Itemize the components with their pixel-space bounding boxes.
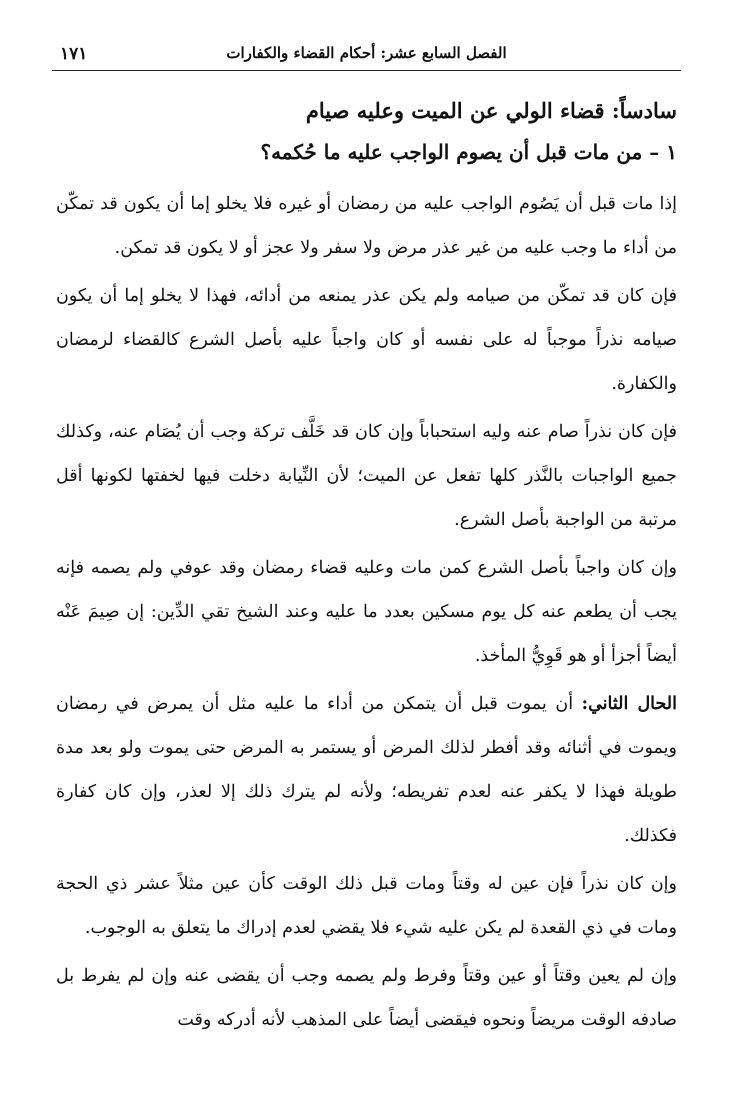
page-number: ١٧١ <box>60 44 88 64</box>
paragraph-7 <box>56 954 677 1042</box>
paragraph-2 <box>56 274 677 406</box>
paragraph-3 <box>56 410 677 542</box>
paragraph-1 <box>56 182 677 270</box>
paragraph-lead: الحال الثاني: <box>581 694 677 714</box>
paragraph-text: أن يموت قبل أن يتمكن من أداء ما عليه مثل أن يمرض في رمضان ويموت في أثنائه وقد أفطر لذلك المرض أو يستمر به المرض حتى يموت ولو بعد مدة طويلة فهذا لا يكفر عنه لعدم تفريطه؛ ولأنه لم يترك ذلك إلا لعذر، وإن كان كفارة فكذلك. <box>56 694 677 846</box>
paragraph-text: فإن كان قد تمكّن من صيامه ولم يكن عذر يمنعه من أدائه، فهذا لا يخلو إما أن يكون صيامه نذراً موجباً له على نفسه أو كان واجباً عليه بأصل الشرع كالقضاء لرمضان والكفارة. <box>56 286 677 394</box>
chapter-header-title: الفصل السابع عشر: أحكام القضاء والكفارات <box>226 44 507 62</box>
running-header <box>52 40 681 71</box>
paragraph-6 <box>56 862 677 950</box>
paragraph-text: وإن لم يعين وقتاً أو عين وقتاً وفرط ولم يصمه وجب أن يقضى عنه وإن لم يفرط بل صادفه الوقت مريضاً ونحوه فيقضى أيضاً على المذهب لأنه أدركه وقت <box>56 966 677 1030</box>
paragraph-4 <box>56 546 677 678</box>
paragraph-text: وإن كان نذراً فإن عين له وقتاً ومات قبل ذلك الوقت كأن عين مثلاً عشر ذي الحجة ومات في ذي القعدة لم يكن عليه شيء فلا يقضي لعدم إدراك ما يتعلق به الوجوب. <box>56 874 677 938</box>
paragraph-text: فإن كان نذراً صام عنه وليه استحباباً وإن كان قد خَلَّف تركة وجب أن يُصَام عنه، وكذلك جميع الواجبات بالنَّذر كلها تفعل عن الميت؛ لأن النِّيابة دخلت فيها لخفتها لكونها أقل مرتبة من الواجبة بأصل الشرع. <box>56 422 677 530</box>
paragraph-5 <box>56 682 677 858</box>
section-title: سادساً: قضاء الولي عن الميت وعليه صيام <box>305 98 677 123</box>
page-content <box>56 90 677 1046</box>
paragraph-text: وإن كان واجباً بأصل الشرع كمن مات وعليه قضاء رمضان وقد عوفي ولم يصمه فإنه يجب أن يطعم عنه كل يوم مسكين بعدد ما عليه وعند الشيخ تقي الدِّين: إن صِيمَ عَنْه أيضاً أجزأ أو هو قَوِيُّ المأخذ. <box>56 558 677 666</box>
paragraph-text: إذا مات قبل أن يَصُوم الواجب عليه من رمضان أو غيره فلا يخلو إما أن يكون قد تمكّن من أداء ما وجب عليه من غير عذر مرض ولا سفر ولا عجز أو لا يكون قد تمكن. <box>56 194 677 258</box>
question-heading: ١ – من مات قبل أن يصوم الواجب عليه ما حُكمه؟ <box>260 140 677 164</box>
